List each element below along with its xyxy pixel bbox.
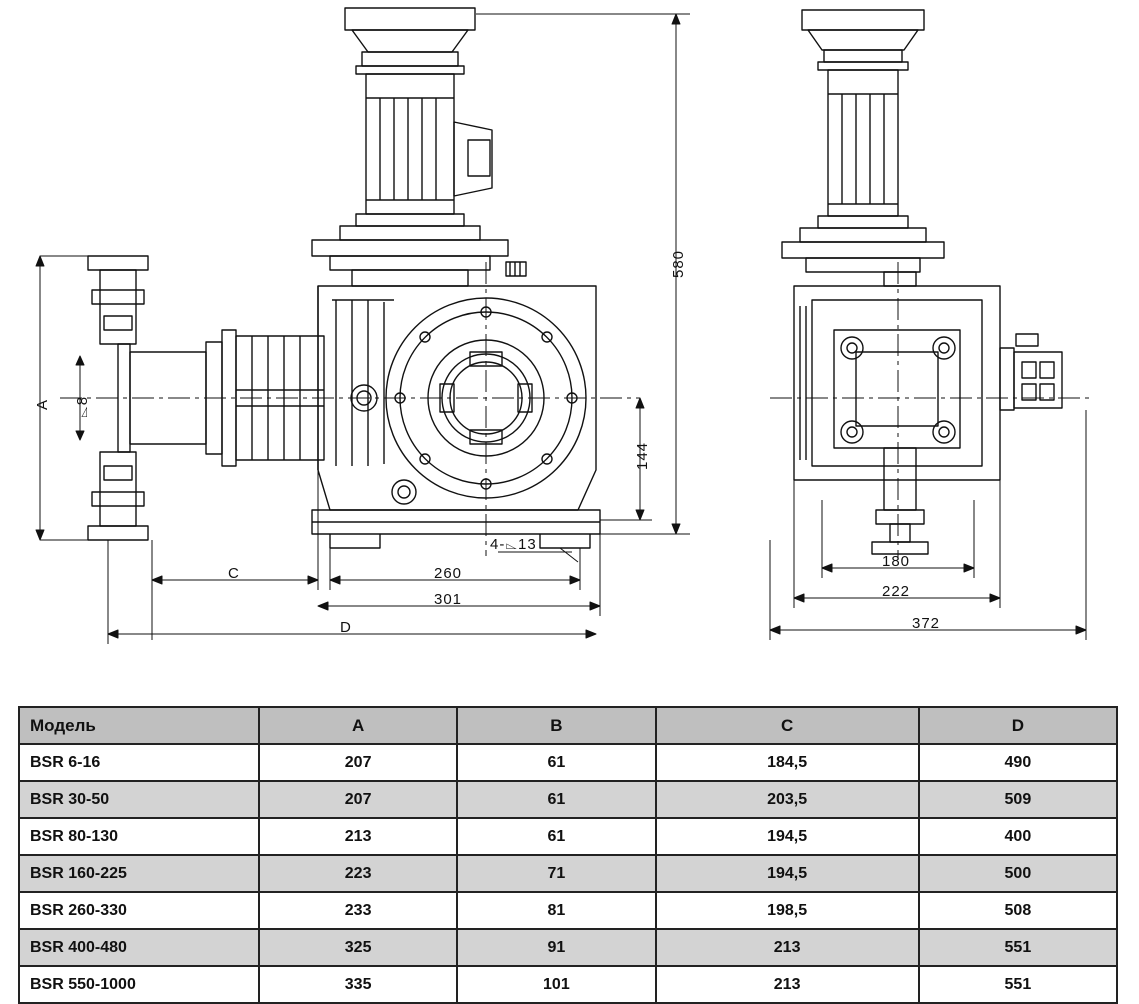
- cell-a: 233: [259, 892, 457, 929]
- table-row: [19, 966, 1117, 1003]
- header-d: D: [919, 707, 1117, 744]
- specification-table: [18, 706, 1118, 1004]
- cell-c: 198,5: [656, 892, 919, 929]
- cell-b: 61: [457, 781, 655, 818]
- cell-model: BSR 160-225: [19, 855, 259, 892]
- dim-222-label: 222: [882, 583, 911, 600]
- cell-a: 213: [259, 818, 457, 855]
- dim-260-label: 260: [434, 565, 463, 582]
- table-row: [19, 855, 1117, 892]
- cell-a: 207: [259, 781, 457, 818]
- cell-b: 101: [457, 966, 655, 1003]
- header-model: Модель: [19, 707, 259, 744]
- cell-a: 207: [259, 744, 457, 781]
- table-row: [19, 892, 1117, 929]
- cell-b: 81: [457, 892, 655, 929]
- cell-d: 508: [919, 892, 1117, 929]
- cell-d: 400: [919, 818, 1117, 855]
- cell-d: 509: [919, 781, 1117, 818]
- cell-model: BSR 550-1000: [19, 966, 259, 1003]
- table-header-row: [19, 707, 1117, 744]
- cell-c: 213: [656, 929, 919, 966]
- cell-d: 490: [919, 744, 1117, 781]
- table-row: [19, 818, 1117, 855]
- table-row: [19, 929, 1117, 966]
- dim-180-label: 180: [882, 553, 911, 570]
- cell-model: BSR 260-330: [19, 892, 259, 929]
- cell-c: 194,5: [656, 855, 919, 892]
- table-row: [19, 744, 1117, 781]
- dim-hole-note-label: 4-⌳13: [490, 536, 537, 553]
- motor-assembly-front: [312, 8, 508, 286]
- motor-assembly-side: [782, 10, 944, 272]
- dim-D-label: D: [340, 619, 352, 636]
- dim-A-label: A: [34, 398, 51, 410]
- cell-c: 194,5: [656, 818, 919, 855]
- header-a: A: [259, 707, 457, 744]
- dim-372-label: 372: [912, 615, 941, 632]
- gearbox-side: [794, 272, 1062, 554]
- cell-a: 335: [259, 966, 457, 1003]
- cell-b: 91: [457, 929, 655, 966]
- cell-model: BSR 30-50: [19, 781, 259, 818]
- header-b: B: [457, 707, 655, 744]
- cell-a: 325: [259, 929, 457, 966]
- dim-144-label: 144: [634, 441, 651, 470]
- cell-c: 213: [656, 966, 919, 1003]
- cell-a: 223: [259, 855, 457, 892]
- dim-301-label: 301: [434, 591, 463, 608]
- cell-b: 61: [457, 744, 655, 781]
- cell-model: BSR 80-130: [19, 818, 259, 855]
- cell-b: 61: [457, 818, 655, 855]
- cell-c: 203,5: [656, 781, 919, 818]
- cell-c: 184,5: [656, 744, 919, 781]
- cell-d: 551: [919, 929, 1117, 966]
- dim-shaft-dia-label: ⌳8: [74, 395, 91, 418]
- cell-model: BSR 6-16: [19, 744, 259, 781]
- header-c: C: [656, 707, 919, 744]
- dim-580-label: 580: [670, 249, 687, 278]
- table-row: [19, 781, 1117, 818]
- gearbox-housing: [312, 262, 600, 548]
- dim-C-label: C: [228, 565, 240, 582]
- cell-b: 71: [457, 855, 655, 892]
- cell-d: 551: [919, 966, 1117, 1003]
- cell-d: 500: [919, 855, 1117, 892]
- cell-model: BSR 400-480: [19, 929, 259, 966]
